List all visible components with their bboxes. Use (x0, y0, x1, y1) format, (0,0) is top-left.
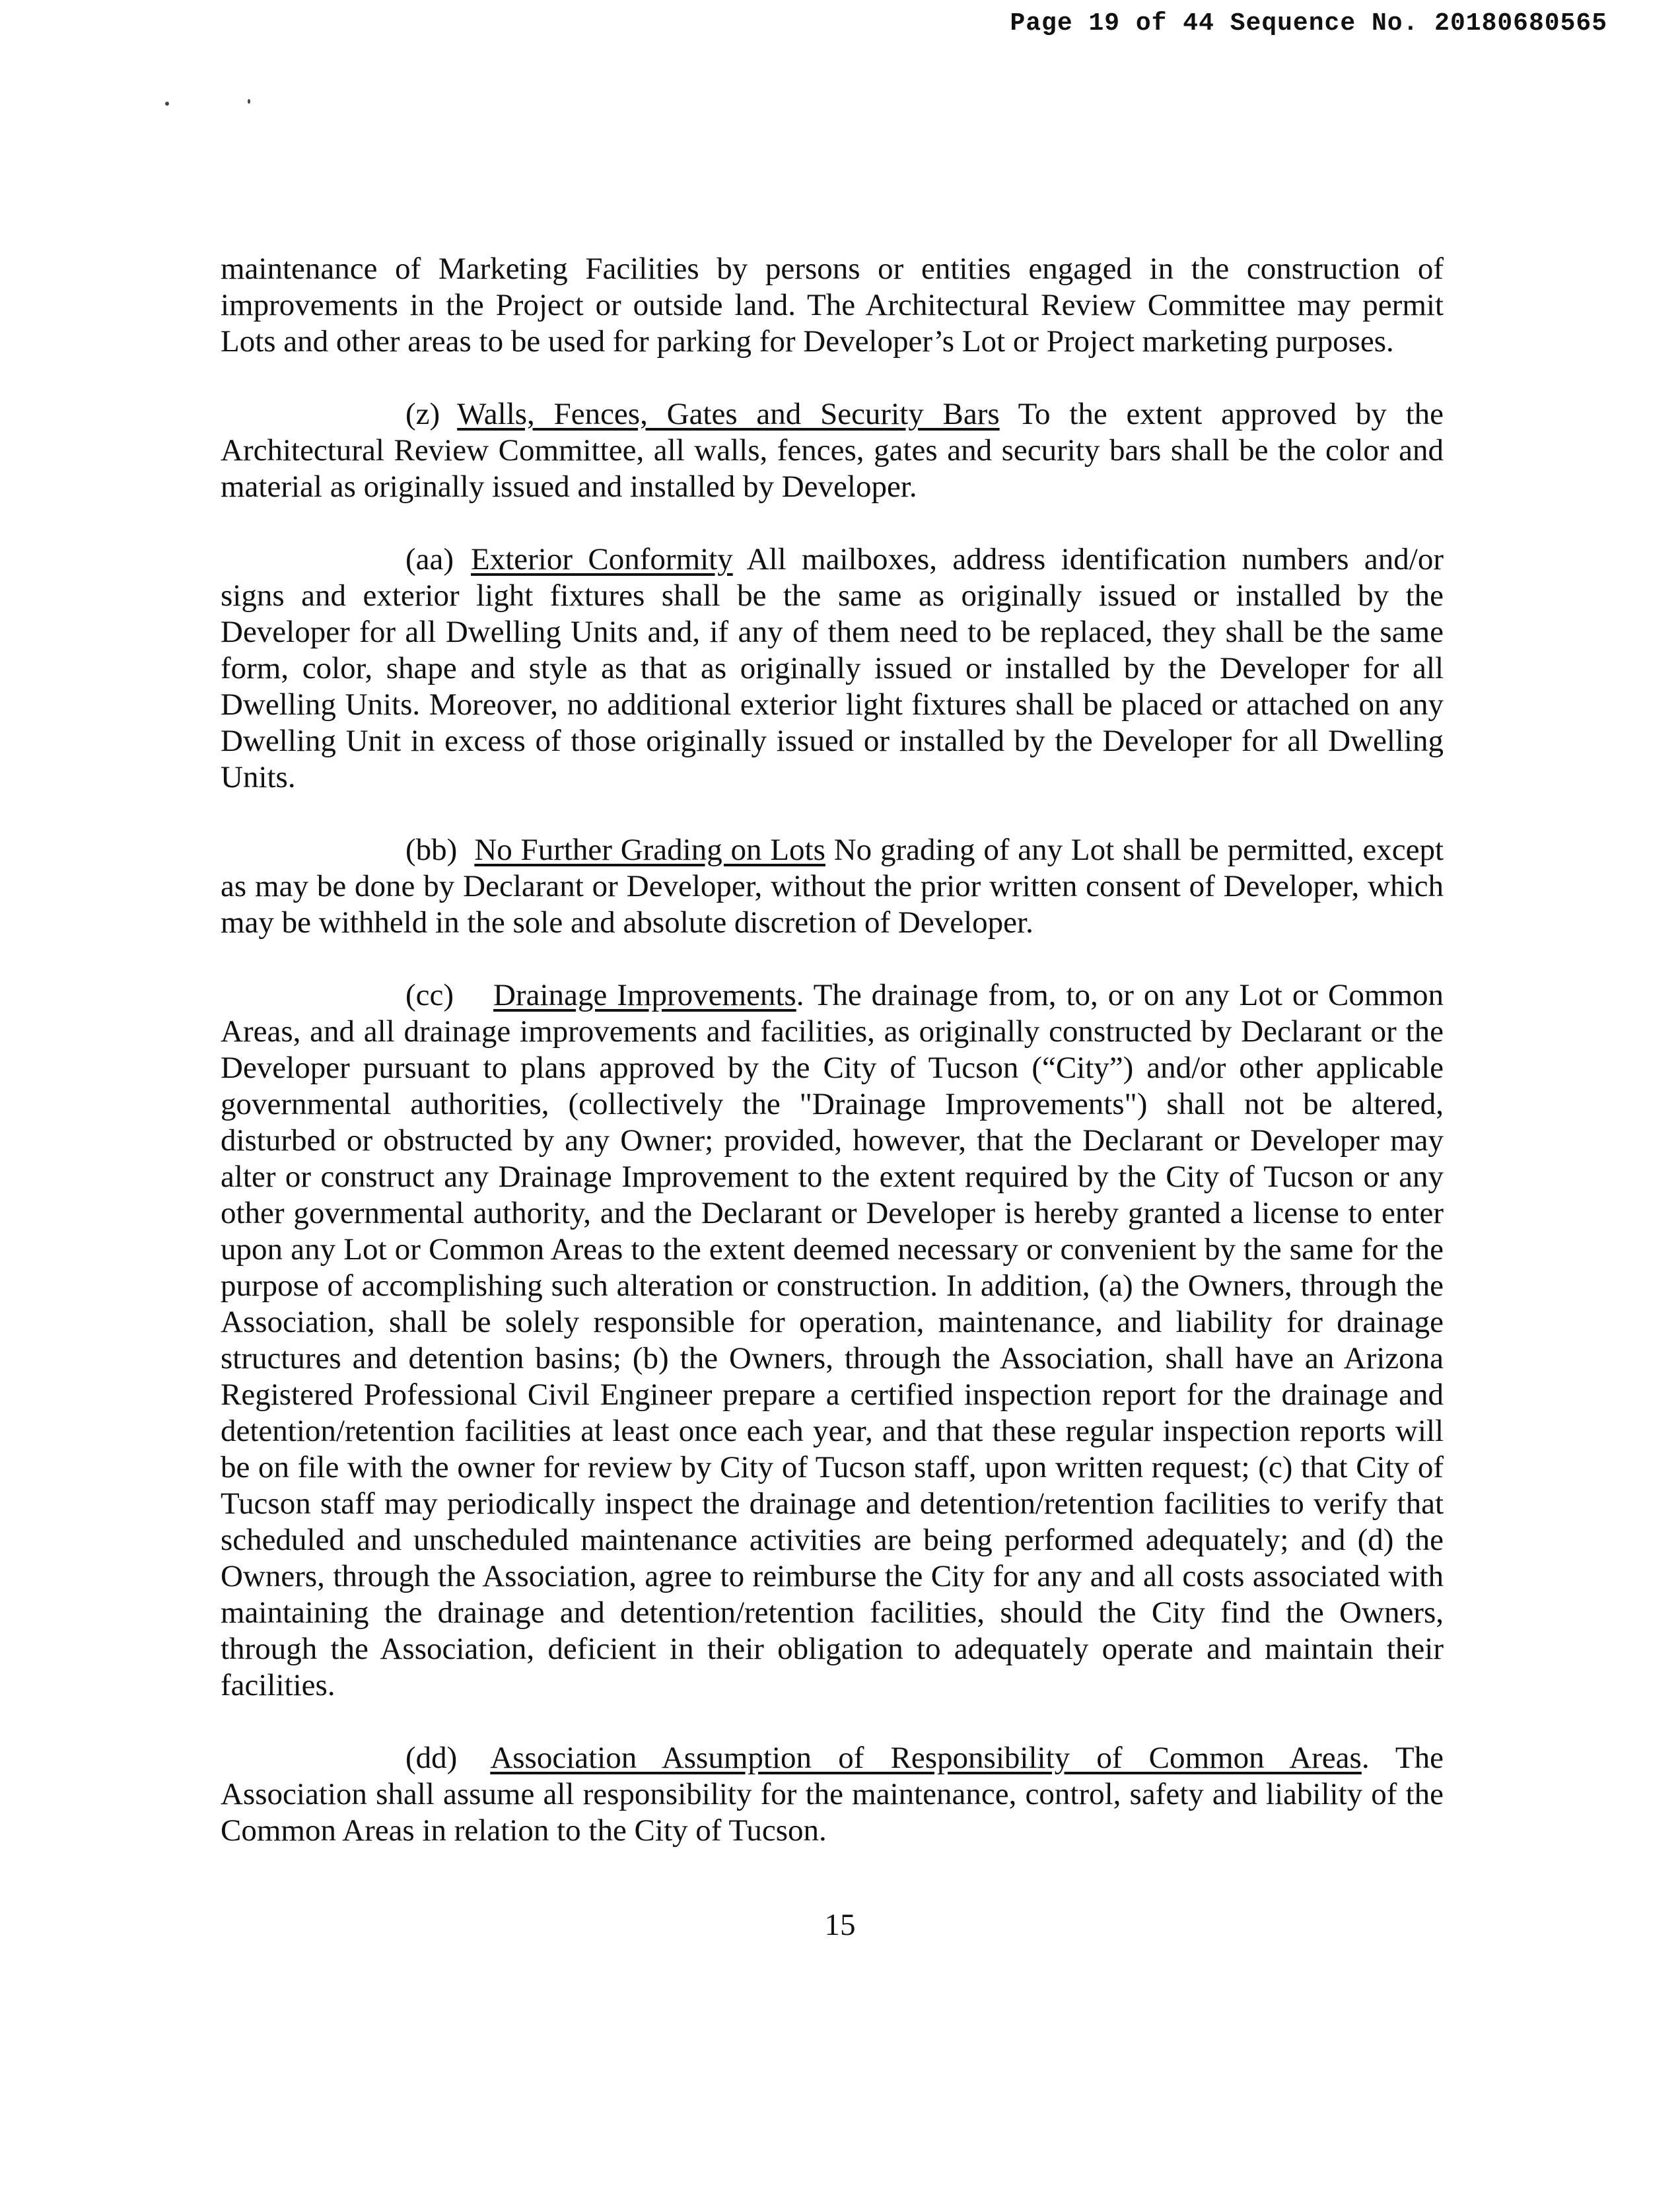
paragraph-heading: Drainage Improvements (493, 978, 796, 1012)
page-sequence-header: Page 19 of 44 Sequence No. 20180680565 (1010, 9, 1607, 38)
paragraph-aa-exterior-conformity (221, 541, 1444, 796)
page-number: 15 (824, 1908, 856, 1942)
paragraph-label: (aa) (405, 542, 454, 576)
paragraph-heading: Exterior Conformity (471, 542, 733, 576)
paragraph-cc-drainage-improvements (221, 977, 1444, 1704)
paragraph-heading: No Further Grading on Lots (474, 833, 825, 867)
paragraph-text: To the extent approved by the Architectural Review Committee, all walls, fences, gates and security bars shall be the color and material as originally issued and installed by Developer. (221, 397, 1444, 504)
paragraph-z-walls-fences (221, 396, 1444, 505)
paragraph-text: maintenance of Marketing Facilities by persons or entities engaged in the construction of improvements in the Project or outside land. The Architectural Review Committee may permit Lots and other areas to be used for parking for Developer’s Lot or Project marketing purposes. (221, 252, 1444, 359)
scan-speck (165, 102, 169, 106)
paragraph-label: (bb) (405, 833, 458, 867)
paragraph-text: . The drainage from, to, or on any Lot or Common Areas, and all drainage improvements and facilities, as originally constructed by Declarant or the Developer pursuant to plans approved by the City of Tucson (“City”) and/or other applicable governmental authorities, (collectively the "Drainage Improvements") shall not be altered, disturbed or obstructed by any Owner; provided, however, that the Declarant or Developer may alter or construct any Drainage Improvement to the extent required by the City of Tucson or any other governmental authority, and the Declarant or Developer is hereby granted a license to enter upon any Lot or Common Areas to the extent deemed necessary or convenient by the same for the purpose of accomplishing such alteration or construction. In addition, (a) the Owners, through the Association, shall be solely responsible for operation, maintenance, and liability for drainage structures and detention basins; (b) the Owners, through the Association, shall have an Arizona Registered Professional Civil Engineer prepare a certified inspection report for the drainage and detention/retention facilities at least once each year, and that these regular inspection reports will be on file with the owner for review by City of Tucson staff, upon written request; (c) that City of Tucson staff may periodically inspect the drainage and detention/retention facilities to verify that scheduled and unscheduled maintenance activities are being performed adequately; and (d) the Owners, through the Association, agree to reimburse the City for any and all costs associated with maintaining the drainage and detention/retention facilities, should the City find the Owners, through the Association, deficient in their obligation to adequately operate and maintain their facilities. (221, 978, 1444, 1702)
paragraph-text: . The Association shall assume all responsibility for the maintenance, control, safety and liability of the Common Areas in relation to the City of Tucson. (221, 1741, 1444, 1848)
paragraph-label: (dd) (405, 1741, 458, 1775)
paragraph-label: (cc) (405, 978, 454, 1012)
scan-specks (165, 99, 258, 112)
paragraph-text: No grading of any Lot shall be permitted, except as may be done by Declarant or Developer, without the prior written consent of Developer, which may be withheld in the sole and absolute discretion of Developer. (221, 833, 1444, 940)
paragraph-continuation (221, 251, 1444, 360)
paragraph-label: (z) (405, 397, 440, 431)
scan-speck (248, 99, 250, 104)
paragraph-heading: Association Assumption of Responsibility of Common Areas (490, 1741, 1362, 1775)
paragraph-dd-association-assumption (221, 1740, 1444, 1849)
paragraph-heading: Walls, Fences, Gates and Security Bars (457, 397, 1000, 431)
document-body (221, 251, 1444, 1885)
paragraph-text: All mailboxes, address identification numbers and/or signs and exterior light fixtures shall be the same as originally issued or installed by the Developer for all Dwelling Units and, if any of them need to be replaced, they shall be the same form, color, shape and style as that as originally issued or installed by the Developer for all Dwelling Units. Moreover, no additional exterior light fixtures shall be placed or attached on any Dwelling Unit in excess of those originally issued or installed by the Developer for all Dwelling Units. (221, 542, 1444, 794)
paragraph-bb-no-further-grading (221, 832, 1444, 941)
